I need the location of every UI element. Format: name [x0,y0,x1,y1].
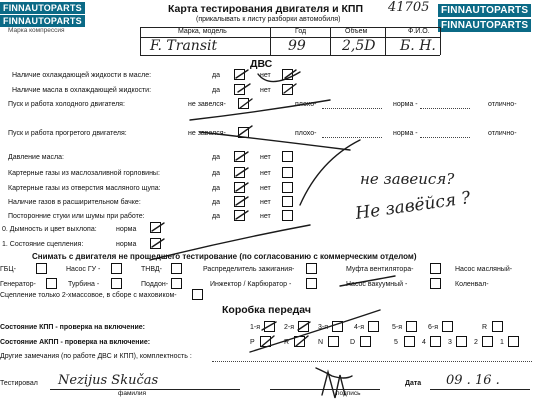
checkbox-no[interactable] [282,196,293,207]
checkbox-yes[interactable] [234,69,245,80]
left-note: Марка компрессия [8,27,65,34]
opt-normal: норма - [393,130,418,137]
gear-a4: 4 [422,339,426,346]
value-make: F. Transit [150,38,218,54]
handwritten-note-1: не завеися? [360,170,455,188]
part-ps-pump: Насос ГУ - [66,266,101,273]
handwritten-note-2: Не завёйся ? [354,188,472,224]
checkbox-injection-pump[interactable] [171,263,182,274]
gear-a3: 3 [448,339,452,346]
checkbox-gear-a5[interactable] [404,336,415,347]
handwritten-number: 41705 [388,0,430,15]
checkbox-sump[interactable] [171,278,182,289]
part-vacuum-pump: Насос вакуумный - [346,281,408,288]
checkbox-gear-1[interactable] [264,321,275,332]
col-name: Ф.И.О. [408,28,430,35]
label-no: нет [260,87,271,94]
checkbox-gear-n[interactable] [328,336,339,347]
checkbox-no[interactable] [282,167,293,178]
col-volume: Объем [345,28,368,35]
row-clutch: 1. Состояние сцепления: [2,241,84,248]
gear-6: 6-я [428,324,439,331]
checkbox-no[interactable] [282,182,293,193]
checkbox-yes[interactable] [234,151,245,162]
checkbox-generator[interactable] [46,278,57,289]
opt-excellent: отлично- [488,130,517,137]
removed-title: Снимать с двигателя не прошедшего тестирование (по согласованию с коммерческим отделом) [32,252,417,261]
checkbox-injector[interactable] [306,278,317,289]
gear-4: 4-я [354,324,365,331]
label-yes: да [212,154,220,161]
checkbox-ps-pump[interactable] [111,263,122,274]
checkbox-not-started[interactable] [238,127,249,138]
row-oil-in-coolant: Наличие масла в охлаждающей жидкости: [12,87,152,94]
checkbox-gear-r-auto[interactable] [294,336,305,347]
checkbox-yes[interactable] [234,210,245,221]
part-fan-clutch: Муфта вентилятора- [346,266,414,273]
col-make: Марка, модель [178,28,227,35]
checkbox-yes[interactable] [234,84,245,95]
gear-p: P [250,339,255,346]
part-generator: Генератор- [0,281,36,288]
logo-left-2: FINNAUTOPARTS [0,15,85,27]
checkbox-gear-4[interactable] [368,321,379,332]
gear-3: 3-я [318,324,329,331]
label-no: нет [260,199,271,206]
checkbox-turbine[interactable] [111,278,122,289]
manual-gearbox-label: Состояние КПП - проверка на включение: [0,324,145,331]
label-norm: норма [116,241,137,248]
checkbox-distributor[interactable] [306,263,317,274]
checkbox-no[interactable] [282,151,293,162]
opt-not-started: не завелся- [188,101,226,108]
label-no: нет [260,170,271,177]
row-warm-start: Пуск и работа прогретого двигателя: [8,130,127,137]
label-no: нет [260,154,271,161]
part-distributor: Распределитель зажигания- [203,266,295,273]
opt-bad: плохо- [295,130,317,137]
logo-left-1: FINNAUTOPARTS [0,2,85,14]
part-clutch-dual-mass: Сцепление только 2-хмассовое, в сборе с маховиком- [0,292,177,299]
checkbox-yes[interactable] [234,182,245,193]
gear-a5: 5 [394,339,398,346]
section-gearbox-title: Коробка передач [222,304,311,316]
row-smoke: 0. Дымность и цвет выхлопа: [2,226,97,233]
checkbox-gear-a3[interactable] [456,336,467,347]
gear-d: D [350,339,356,346]
label-yes: да [212,185,220,192]
date-value: 09 . 16 . [446,373,500,388]
value-name: Б. Н. [400,38,436,54]
gear-a2: 2 [474,339,478,346]
gear-a1: 1 [500,339,504,346]
part-turbine: Турбина - [68,281,100,288]
checkbox-gbc[interactable] [36,263,47,274]
checkbox-vacuum-pump[interactable] [430,278,441,289]
checkbox-fan-clutch[interactable] [430,263,441,274]
form-subtitle: (прикалывать к листу разборки автомобиля) [196,16,341,23]
tester-name: Nezijus Skučas [58,373,159,388]
checkbox-norm[interactable] [150,222,161,233]
row-noises: Посторонние стуки или шумы при работе: [8,213,145,220]
opt-normal: норма - [393,101,418,108]
checkbox-norm[interactable] [150,238,161,249]
label-yes: да [212,213,220,220]
date-label: Дата [405,380,422,387]
signature-label: подпись [336,390,361,397]
label-yes: да [212,72,220,79]
label-yes: да [212,199,220,206]
gear-1: 1-я [250,324,261,331]
checkbox-gear-3[interactable] [332,321,343,332]
value-volume: 2,5D [342,38,376,54]
section-engine-title: ДВС [250,58,273,70]
checkbox-gear-a4[interactable] [430,336,441,347]
checkbox-not-started[interactable] [238,98,249,109]
checkbox-gear-d[interactable] [360,336,371,347]
opt-excellent: отлично- [488,101,517,108]
checkbox-yes[interactable] [234,167,245,178]
gear-2: 2-я [284,324,295,331]
checkbox-no[interactable] [282,84,293,95]
tested-label: Тестировал [0,380,38,387]
checkbox-clutch-dual-mass[interactable] [192,289,203,300]
auto-gearbox-label: Состояние АКПП - проверка на включение: [0,339,151,346]
label-no: нет [260,213,271,220]
part-sump: Поддон- [141,281,169,288]
label-norm: норма [116,226,137,233]
checkbox-gear-6[interactable] [442,321,453,332]
part-injector: Инжектор / Карбюратор - [210,281,292,288]
row-gases-filler: Картерные газы из маслозаливной горловины: [8,170,160,177]
checkbox-gear-a1[interactable] [508,336,519,347]
value-year: 99 [288,38,306,54]
opt-not-started: не завелся- [188,130,226,137]
opt-bad: плохо- [295,101,317,108]
gear-5: 5-я [392,324,403,331]
gear-r-auto: R [284,339,290,346]
row-coolant-in-oil: Наличие охлаждающей жидкости в масле: [12,72,152,79]
label-no: нет [260,72,271,79]
logo-right-1: FINNAUTOPARTS [438,4,531,17]
label-no: нет [260,185,271,192]
checkbox-yes[interactable] [234,196,245,207]
logo-right-2: FINNAUTOPARTS [438,19,531,32]
part-gbc: ГБЦ- [0,266,16,273]
checkbox-gear-2[interactable] [298,321,309,332]
gear-r: R [482,324,488,331]
checkbox-gear-5[interactable] [406,321,417,332]
row-cold-start: Пуск и работа холодного двигателя: [8,101,125,108]
other-remarks-label: Другие замечания (по работе ДВС и КПП), комплектность : [0,353,192,360]
checkbox-gear-r[interactable] [492,321,503,332]
col-year: Год [295,28,307,35]
form-title: Карта тестирования двигателя и КПП [168,3,364,15]
checkbox-no[interactable] [282,69,293,80]
checkbox-gear-a2[interactable] [482,336,493,347]
part-oil-pump: Насос масляный- [455,266,513,273]
checkbox-gear-p[interactable] [260,336,271,347]
label-yes: да [212,170,220,177]
row-gases-dipstick: Картерные газы из отверстия масляного щупа: [8,185,161,192]
part-injection-pump: ТНВД- [141,266,162,273]
label-yes: да [212,87,220,94]
family-label: фамилия [118,390,147,397]
row-oil-pressure: Давление масла: [8,154,64,161]
checkbox-no[interactable] [282,210,293,221]
gear-n: N [318,339,324,346]
row-gases-tank: Наличие газов в расширительном бачке: [8,199,141,206]
part-crankshaft: Коленвал- [455,281,489,288]
